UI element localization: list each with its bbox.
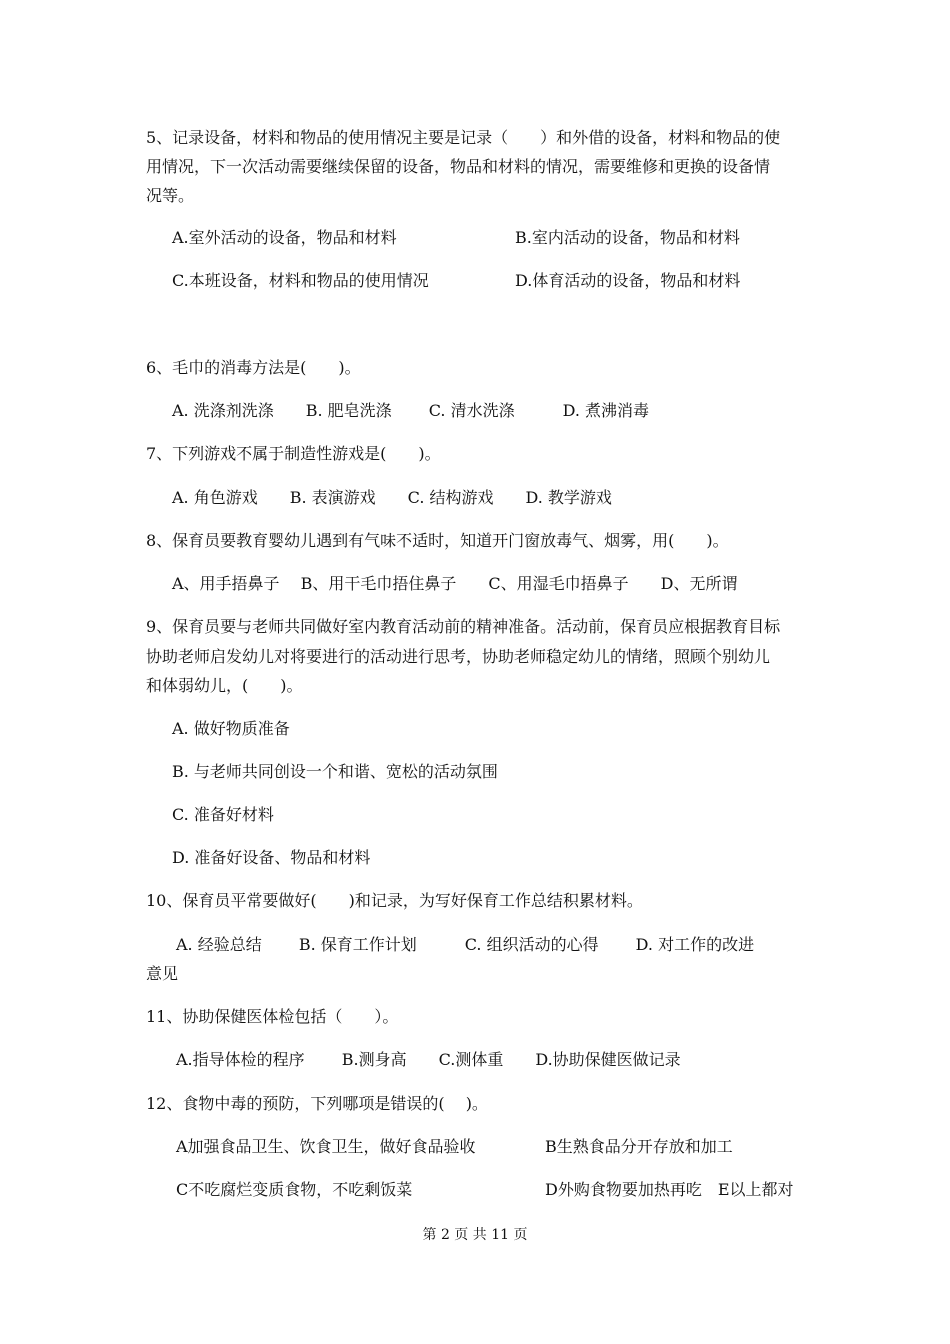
q12-option-c: C不吃腐烂变质食物，不吃剩饭菜 (176, 1180, 413, 1199)
q12-option-a: A加强食品卫生、饮食卫生，做好食品验收 (176, 1137, 476, 1156)
q12-option-b: B生熟食品分开存放和加工 (545, 1137, 733, 1156)
q9-stem-line1: 9、保育员要与老师共同做好室内教育活动前的精神准备。活动前，保育员应根据教育目标 (146, 617, 781, 636)
q5-stem-line2: 用情况，下一次活动需要继续保留的设备，物品和材料的情况，需要维修和更换的设备情 (146, 157, 771, 176)
page-number: 第 2 页 共 11 页 (422, 1227, 528, 1243)
q8-stem: 8、保育员要教育婴幼儿遇到有气味不适时，知道开门窗放毒气、烟雾，用( )。 (146, 531, 729, 550)
q8-options: A、用手捂鼻子 B、用干毛巾捂住鼻子 C、用湿毛巾捂鼻子 D、无所谓 (172, 574, 738, 593)
q9-option-d: D. 准备好设备、物品和材料 (172, 848, 371, 867)
q12-option-d-e: D外购食物要加热再吃 E以上都对 (545, 1180, 794, 1199)
q5-stem-line3: 况等。 (146, 186, 195, 205)
q10-options-line2: 意见 (146, 964, 179, 983)
q5-option-d: D.体育活动的设备，物品和材料 (515, 271, 741, 290)
q5-option-b: B.室内活动的设备，物品和材料 (515, 228, 740, 247)
q5-option-c: C.本班设备，材料和物品的使用情况 (172, 271, 429, 290)
q7-stem: 7、下列游戏不属于制造性游戏是( )。 (146, 444, 441, 463)
q9-option-a: A. 做好物质准备 (172, 719, 290, 738)
q10-options-line1: A. 经验总结 B. 保育工作计划 C. 组织活动的心得 D. 对工作的改进 (176, 935, 755, 954)
q9-stem-line3: 和体弱幼儿，( )。 (146, 676, 303, 695)
q9-stem-line2: 协助老师启发幼儿对将要进行的活动进行思考，协助老师稳定幼儿的情绪，照顾个别幼儿 (146, 647, 771, 666)
q5-stem-line1: 5、记录设备，材料和物品的使用情况主要是记录（ ）和外借的设备，材料和物品的使 (146, 128, 781, 147)
q7-options: A. 角色游戏 B. 表演游戏 C. 结构游戏 D. 教学游戏 (172, 488, 612, 507)
q10-stem: 10、保育员平常要做好( )和记录，为写好保育工作总结积累材料。 (146, 891, 643, 910)
q11-options: A.指导体检的程序 B.测身高 C.测体重 D.协助保健医做记录 (176, 1050, 681, 1069)
q5-option-a: A.室外活动的设备，物品和材料 (172, 228, 397, 247)
q11-stem: 11、协助保健医体检包括（ ）。 (146, 1007, 399, 1026)
q6-stem: 6、毛巾的消毒方法是( )。 (146, 358, 361, 377)
q12-stem: 12、食物中毒的预防，下列哪项是错误的( )。 (146, 1094, 488, 1113)
q6-options: A. 洗涤剂洗涤 B. 肥皂洗涤 C. 清水洗涤 D. 煮沸消毒 (172, 401, 650, 420)
q9-option-c: C. 准备好材料 (172, 805, 274, 824)
q9-option-b: B. 与老师共同创设一个和谐、宽松的活动氛围 (172, 762, 498, 781)
